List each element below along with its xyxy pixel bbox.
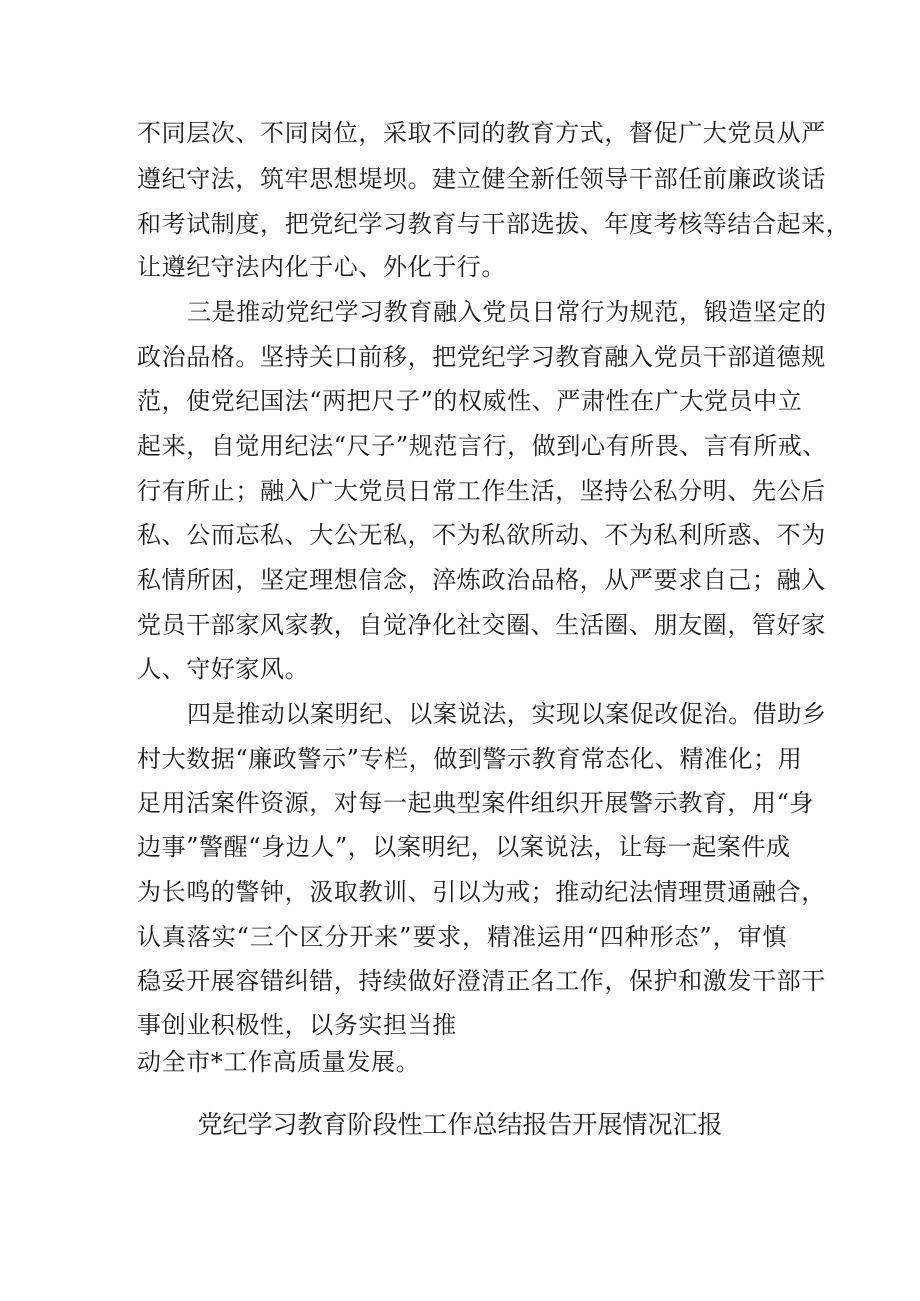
text-line: 范，使党纪国法“两把尺子”的权威性、严肃性在广大党员中立 [137, 387, 803, 415]
text-line: 私、公而忘私、大公无私，不为私欲所动、不为私利所惑、不为 [137, 521, 826, 549]
text-line: 和考试制度，把党纪学习教育与干部选拔、年度考核等结合起来， [137, 210, 851, 238]
text-line: 不同层次、不同岗位，采取不同的教育方式，督促广大党员从严 [137, 119, 826, 147]
text-line: 私情所困，坚定理想信念，淬炼政治品格，从严要求自己；融入 [137, 566, 826, 594]
text-line: 为长鸣的警钟，汲取教训、引以为戒；推动纪法情理贯通融合， [137, 878, 826, 906]
text-line: 遵纪守法，筑牢思想堤坝。建立健全新任领导干部任前廉政谈话 [137, 165, 826, 193]
text-line: 人、守好家风。 [137, 655, 310, 683]
text-line: 村大数据“廉政警示”专栏，做到警示教育常态化、精准化；用 [137, 745, 803, 773]
text-line: 认真落实“三个区分开来”要求，精准运用“四种形态”，审慎 [137, 923, 787, 951]
text-line: 边事”警醒“身边人”，以案明纪，以案说法，让每一起案件成 [137, 833, 791, 861]
text-line: 让遵纪守法内化于心、外化于行。 [137, 253, 506, 281]
text-line: 稳妥开展容错纠错，持续做好澄清正名工作，保护和激发干部干 [137, 967, 826, 995]
text-line: 事创业积极性，以务实担当推 [137, 1011, 457, 1039]
paragraph-four-start: 四是推动以案明纪、以案说法，实现以案促改促治。借助乡 [187, 700, 827, 728]
text-line: 足用活案件资源，对每一起典型案件组织开展警示教育，用“身 [137, 789, 815, 817]
text-line: 行有所止；融入广大党员日常工作生活，坚持公私分明、先公后 [137, 477, 826, 505]
document-title: 党纪学习教育阶段性工作总结报告开展情况汇报 [197, 1110, 723, 1139]
text-line: 党员干部家风家教，自觉净化社交圈、生活圈、朋友圈，管好家 [137, 611, 826, 639]
paragraph-three-start: 三是推动党纪学习教育融入党员日常行为规范，锻造坚定的 [187, 298, 827, 326]
text-line: 动全市*工作高质量发展。 [137, 1048, 421, 1076]
text-line: 政治品格。坚持关口前移，把党纪学习教育融入党员干部道德规 [137, 343, 826, 371]
text-line: 起来，自觉用纪法“尺子”规范言行，做到心有所畏、言有所戒、 [137, 432, 827, 460]
